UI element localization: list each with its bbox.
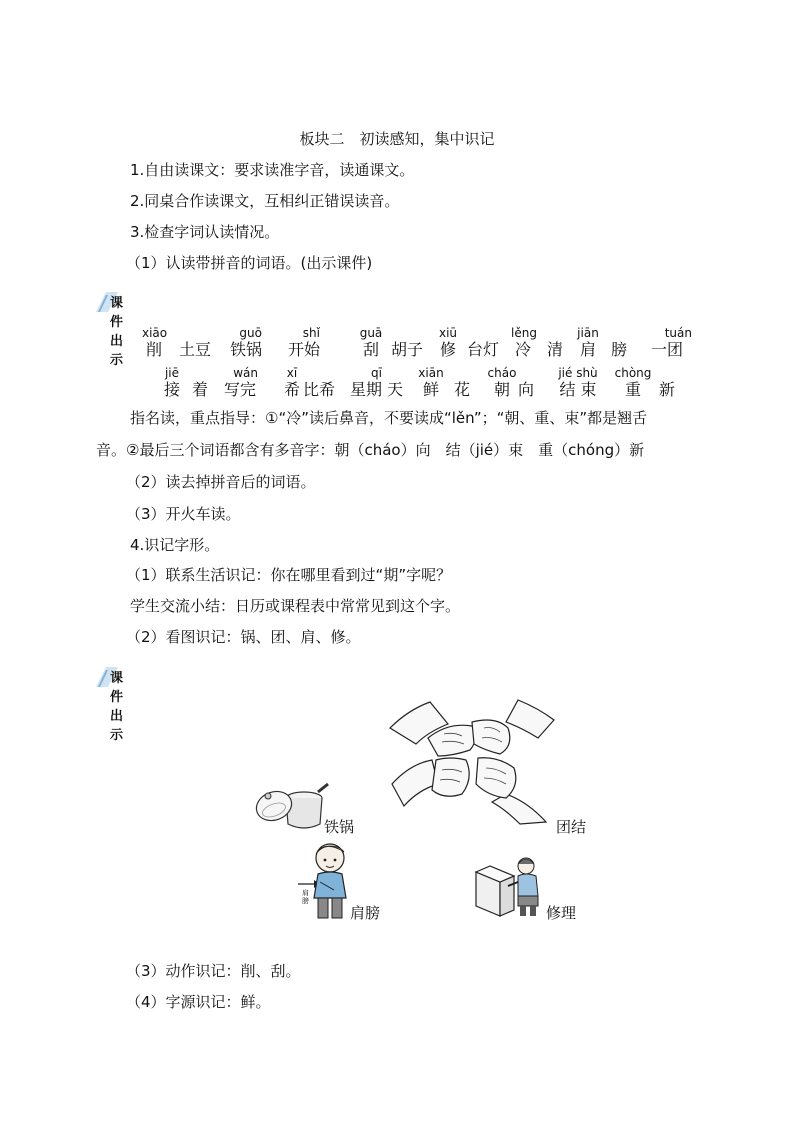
step-3-3: （3）开火车读。	[126, 505, 241, 523]
word-item: xiū 修	[438, 326, 458, 359]
word-item: 清	[546, 340, 563, 359]
word-item: tuán 一团	[650, 326, 692, 359]
step-4-4: （4）字源识记：鲜。	[126, 993, 271, 1011]
courseware-label-text: 课件出示	[110, 296, 125, 368]
step-3-1: （1）认读带拼音的词语。(出示课件)	[126, 254, 373, 272]
word-item: 土豆	[178, 340, 211, 359]
word-item: xiāo 削	[142, 326, 168, 359]
word-item: 天	[386, 380, 403, 399]
shoulder-illustration	[296, 842, 354, 920]
guide-line-1: 指名读，重点指导：①“冷”读后鼻音，不要读成“lěn”；“朝、重、束”都是翘舌	[130, 409, 648, 427]
section-title: 板块二 初读感知，集中识记	[299, 130, 495, 148]
word-item: 新	[658, 380, 675, 399]
caption-hands: 团结	[556, 818, 587, 836]
step-4-3: （3）动作识记：削、刮。	[126, 962, 301, 980]
step-3: 3.检查字词认读情况。	[130, 223, 280, 241]
step-3-2: （2）读去掉拼音后的词语。	[126, 473, 316, 491]
word-item: 比希	[302, 380, 335, 399]
step-4-2: （2）看图识记：锅、团、肩、修。	[126, 628, 361, 646]
repair-illustration	[474, 852, 544, 918]
caption-pot: 铁锅	[324, 818, 355, 836]
word-item: jié shù 结 束	[558, 366, 598, 399]
word-item: guā 刮	[359, 326, 383, 359]
step-4-1b: 学生交流小结：日历或课程表中常常见到这个字。	[130, 597, 461, 615]
shoulder-tag: 肩膀	[302, 889, 309, 905]
step-4-1: （1）联系生活识记：你在哪里看到过“期”字呢？	[126, 566, 452, 584]
word-item: jiān 肩	[577, 326, 599, 359]
word-item: 花	[453, 380, 470, 399]
guide-line-2: 音。②最后三个词语都含有多音字：朝（cháo）向 结（jié）束 重（chóng）新	[96, 441, 645, 459]
word-item: 着	[191, 380, 208, 399]
word-item: jiē 接	[163, 366, 180, 399]
word-item: 膀	[610, 340, 627, 359]
word-item: qī 星期	[349, 366, 382, 399]
word-item: xī 希	[283, 366, 300, 399]
step-2: 2.同桌合作读课文，互相纠正错误读音。	[130, 192, 400, 210]
word-item: chòng 重	[614, 366, 652, 399]
word-item: lěng 冷	[511, 326, 537, 359]
word-item: wán 写完	[223, 366, 258, 399]
step-1: 1.自由读课文：要求读准字音，读通课文。	[130, 161, 415, 179]
word-item: xiān 鲜	[418, 366, 444, 399]
caption-repair: 修理	[546, 904, 577, 922]
hands-illustration	[388, 698, 556, 826]
word-item: 向	[517, 380, 534, 399]
step-4: 4.识记字形。	[130, 536, 220, 554]
word-item: 胡子	[390, 340, 423, 359]
word-item: shǐ 开始	[287, 326, 320, 359]
word-item: guō 铁锅	[229, 326, 262, 359]
courseware-label-text: 课件出示	[110, 671, 125, 743]
caption-shoulder: 肩膀	[350, 904, 381, 922]
word-item: cháo 朝	[487, 366, 517, 399]
pot-illustration	[252, 778, 330, 834]
word-item: 台灯	[466, 340, 499, 359]
